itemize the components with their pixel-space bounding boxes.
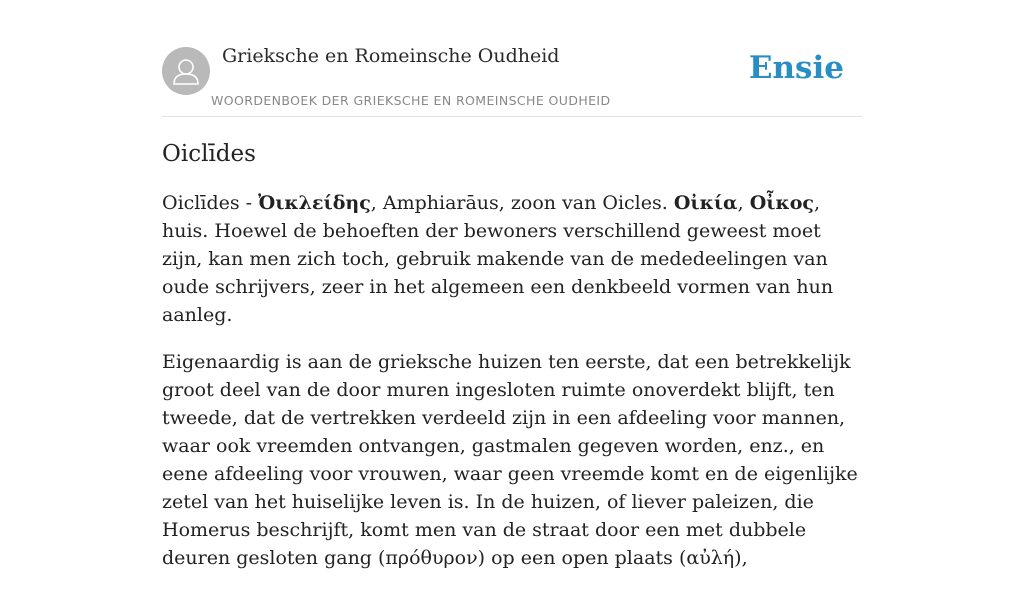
paragraph-1: [162, 189, 862, 329]
greek-term-oikia: Οἰκία: [673, 192, 738, 214]
paragraph-1-text-a: , Amphiarāus, zoon van Oicles.: [370, 192, 674, 214]
greek-term-oikleides: Ὀικλείδης: [258, 192, 371, 214]
source-subtitle: WOORDENBOEK DER GRIEKSCHE EN ROMEINSCHE OUDHEID: [211, 93, 611, 108]
greek-term-oikos: Οἶκος: [749, 192, 814, 214]
entry-title: Oiclīdes: [162, 141, 256, 167]
paragraph-2: Eigenaardig is aan de grieksche huizen ten eerste, dat een betrekkelijk groot deel van de door muren ingesloten ruimte onoverdekt blijft, ten tweede, dat de vertrekken verdeeld zijn in een afdeeling voor mannen, waar ook vreemden ontvangen, gastmalen gegeven worden, enz., en eene afdeeling voor vrouwen, waar geen vreemde komt en de eigenlijke zetel van het huiselijke leven is. In de huizen, of liever paleizen, die Homerus beschrijft, komt men van de straat door een met dubbele deuren gesloten gang (πρόθυρον) op een open plaats (αὐλή),: [162, 351, 858, 569]
greek-separator: ,: [737, 192, 750, 214]
entry-body: [162, 189, 862, 572]
ensie-logo-link[interactable]: Ensie: [748, 50, 844, 86]
source-header: [162, 0, 862, 117]
entry-term: Oiclīdes: [162, 192, 240, 214]
source-title[interactable]: Grieksche en Romeinsche Oudheid: [222, 45, 560, 67]
user-avatar-icon[interactable]: [162, 47, 210, 95]
term-dash: -: [239, 192, 259, 214]
paragraph-1-text-b: , huis. Hoewel de behoeften der bewoners verschillend geweest moet zijn, kan men zich toch, gebruik makende van de mededeelingen van oude schrijvers, zeer in het algemeen een denkbeeld vormen van hun aanleg.: [162, 192, 834, 326]
page-container: [162, 0, 862, 591]
